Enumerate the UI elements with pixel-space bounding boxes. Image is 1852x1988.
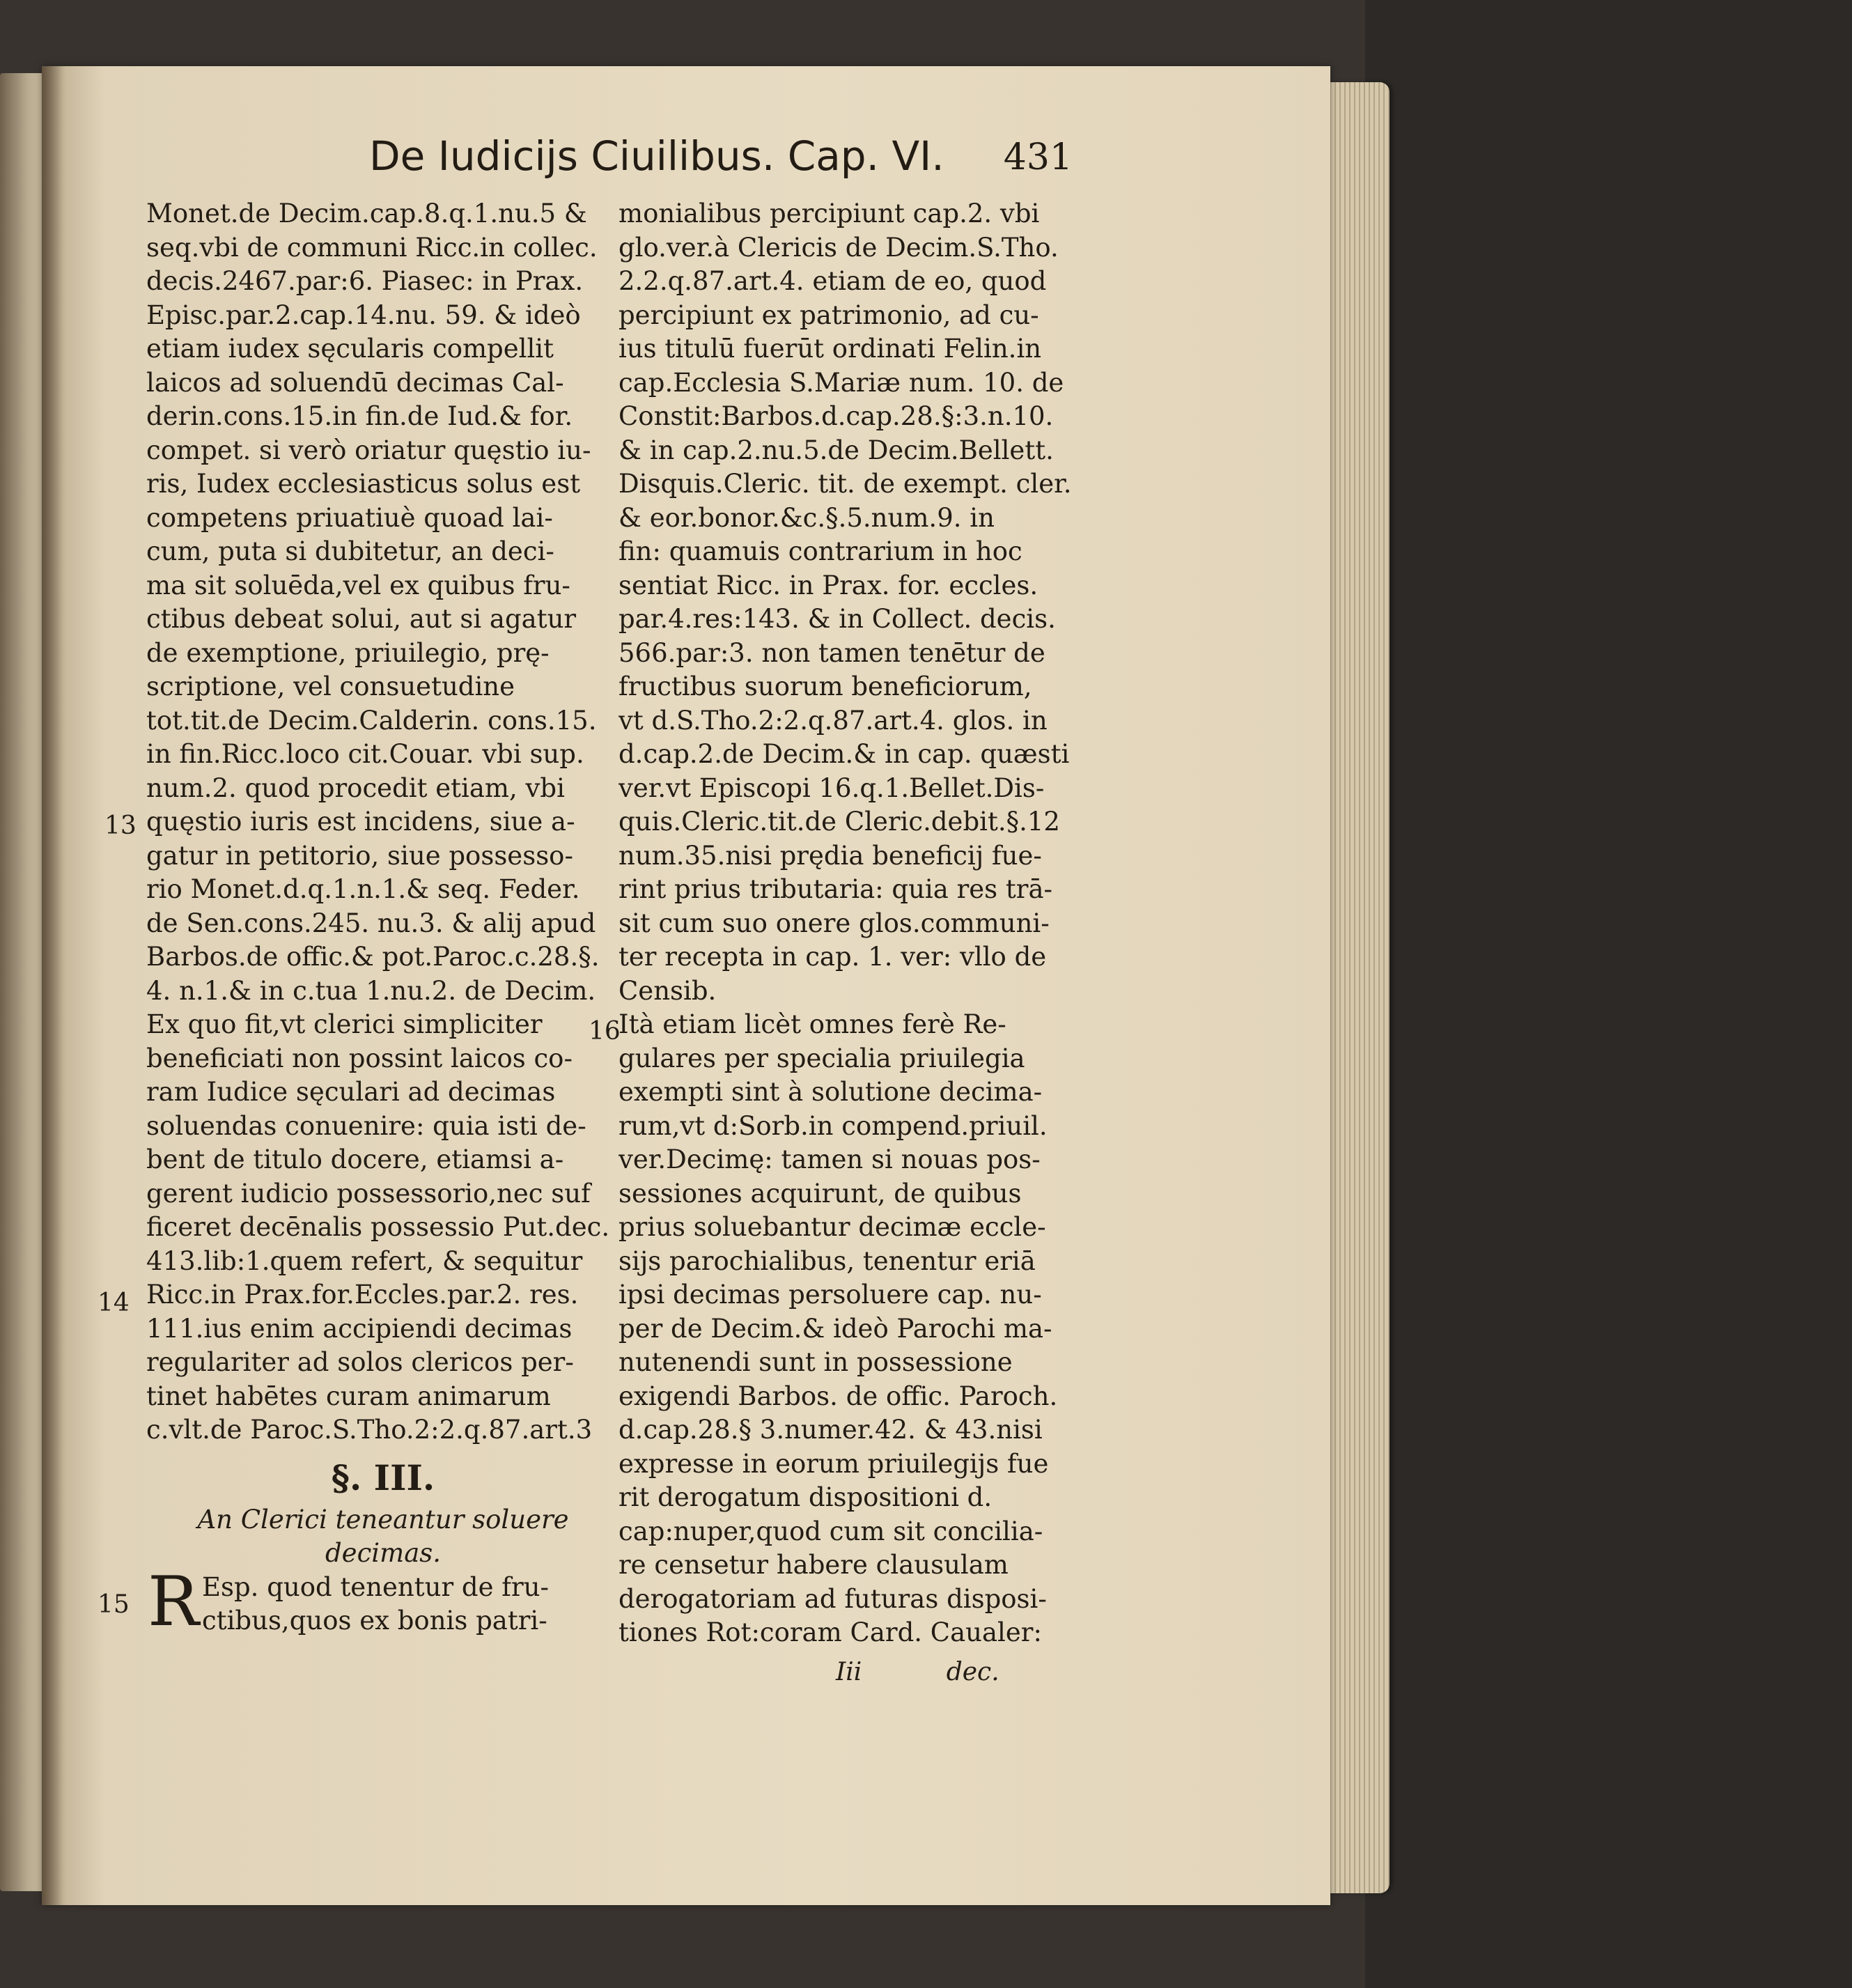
answer-line: Esp. quod tenentur de fru- xyxy=(202,1571,549,1602)
text-line: 4. n.1.& in c.tua 1.nu.2. de Decim. xyxy=(146,975,596,1006)
text-line: 111.ius enim accipiendi decimas xyxy=(146,1313,573,1344)
text-line: scriptione, vel consuetudine xyxy=(146,671,515,701)
signature-mark: Iii xyxy=(836,1658,862,1686)
running-title: De Iudicijs Ciuilibus. Cap. VI. xyxy=(369,132,944,180)
text-line: ma sit soluēda,vel ex quibus fru- xyxy=(146,570,570,600)
text-line: Disquis.Cleric. tit. de exempt. cler. xyxy=(618,469,1072,499)
text-line: Monet.de Decim.cap.8.q.1.nu.5 & xyxy=(146,199,587,228)
question-line: An Clerici teneantur soluere xyxy=(197,1504,569,1535)
text-line: tinet habētes curam animarum xyxy=(146,1381,551,1411)
text-line: 2.2.q.87.art.4. etiam de eo, quod xyxy=(618,266,1047,296)
text-line: compet. si verò oriatur quęstio iu- xyxy=(146,435,591,465)
margin-number: 14 xyxy=(98,1289,130,1317)
section-heading: §. III. xyxy=(331,1457,435,1498)
text-line: gatur in petitorio, siue possesso- xyxy=(146,840,573,871)
text-line: nutenendi sunt in possessione xyxy=(618,1347,1013,1377)
text-line: tiones Rot:coram Card. Caualer: xyxy=(618,1617,1042,1647)
text-line: gulares per specialia priuilegia xyxy=(618,1043,1025,1073)
margin-number: 13 xyxy=(104,811,137,840)
text-line: 413.lib:1.quem refert, & sequitur xyxy=(146,1245,583,1276)
text-line: exempti sint à solutione decima- xyxy=(618,1077,1043,1107)
text-line: gerent iudicio possessorio,nec suf xyxy=(146,1178,591,1209)
answer-paragraph xyxy=(146,1562,620,1642)
page-number: 431 xyxy=(1003,137,1073,178)
text-line: cap:nuper,quod cum sit concilia- xyxy=(618,1516,1043,1546)
margin-number: 15 xyxy=(98,1590,130,1619)
text-line: c.vlt.de Paroc.S.Tho.2:2.q.87.art.3 xyxy=(146,1415,593,1445)
text-line: glo.ver.à Clericis de Decim.S.Tho. xyxy=(618,232,1059,263)
text-line: Censib. xyxy=(618,975,717,1006)
text-line: expresse in eorum priuilegijs fue xyxy=(618,1448,1049,1479)
text-line: derin.cons.15.in fin.de Iud.& for. xyxy=(146,401,573,431)
text-line: derogatoriam ad futuras disposi- xyxy=(618,1583,1047,1614)
text-line: Ità etiam licèt omnes ferè Re- xyxy=(618,1009,1006,1039)
text-line: 566.par:3. non tamen tenētur de xyxy=(618,637,1045,668)
text-line: quis.Cleric.tit.de Cleric.debit.§.12 xyxy=(618,807,1060,837)
running-header xyxy=(362,132,1073,188)
text-line: exigendi Barbos. de offic. Paroch. xyxy=(618,1381,1058,1411)
margin-number: 16 xyxy=(589,1017,621,1046)
text-line: rint prius tributaria: quia res trā- xyxy=(618,874,1053,904)
text-line: ctibus debeat solui, aut si agatur xyxy=(146,604,577,634)
gutter-shadow xyxy=(42,66,63,1905)
text-line: rit derogatum dispositioni d. xyxy=(618,1482,993,1512)
text-line: per de Decim.& ideò Parochi ma- xyxy=(618,1313,1052,1344)
text-line: ipsi decimas persoluere cap. nu- xyxy=(618,1280,1042,1310)
text-line: sessiones acquirunt, de quibus xyxy=(618,1178,1022,1209)
text-line: beneficiati non possint laicos co- xyxy=(146,1043,573,1073)
text-line: ter recepta in cap. 1. ver: vllo de xyxy=(618,942,1047,972)
background-cloth xyxy=(1365,0,1852,1988)
answer-line: ctibus,quos ex bonis patri- xyxy=(202,1606,547,1636)
catchword: dec. xyxy=(946,1658,999,1686)
text-line: etiam iudex sęcularis compellit xyxy=(146,334,554,364)
text-line: par.4.res:143. & in Collect. decis. xyxy=(618,604,1056,634)
right-column-text xyxy=(618,197,1092,1650)
text-line: ris, Iudex ecclesiasticus solus est xyxy=(146,469,581,499)
text-line: ficeret decēnalis possessio Put.dec. xyxy=(146,1212,610,1242)
text-line: prius soluebantur decimæ eccle- xyxy=(618,1212,1046,1242)
text-line: de exemptione, priuilegio, prę- xyxy=(146,637,550,668)
text-line: tot.tit.de Decim.Calderin. cons.15. xyxy=(146,705,597,736)
text-line: rum,vt d:Sorb.in compend.priuil. xyxy=(618,1110,1048,1141)
text-line: rio Monet.d.q.1.n.1.& seq. Feder. xyxy=(146,874,580,904)
text-line: quęstio iuris est incidens, siue a- xyxy=(146,807,575,837)
text-line: & in cap.2.nu.5.de Decim.Bellett. xyxy=(618,435,1054,465)
text-line: vt d.S.Tho.2:2.q.87.art.4. glos. in xyxy=(618,705,1048,736)
text-line: decis.2467.par:6. Piasec: in Prax. xyxy=(146,266,584,296)
text-line: cap.Ecclesia S.Mariæ num. 10. de xyxy=(618,367,1064,398)
text-line: ver.vt Episcopi 16.q.1.Bellet.Dis- xyxy=(618,772,1045,803)
text-line: in fin.Ricc.loco cit.Couar. vbi sup. xyxy=(146,739,584,769)
drop-cap: R xyxy=(148,1562,199,1642)
text-line: ver.Decimę: tamen si nouas pos- xyxy=(618,1144,1041,1174)
question-line: decimas. xyxy=(325,1538,442,1568)
catchwords xyxy=(836,1658,1076,1686)
text-line: cum, puta si dubitetur, an deci- xyxy=(146,536,554,566)
text-line: monialibus percipiunt cap.2. vbi xyxy=(618,199,1040,228)
text-line: laicos ad soluendū decimas Cal- xyxy=(146,367,564,398)
text-line: ius titulū fuerūt ordinati Felin.in xyxy=(618,334,1042,364)
text-line: Ricc.in Prax.for.Eccles.par.2. res. xyxy=(146,1280,579,1310)
text-line: num.2. quod procedit etiam, vbi xyxy=(146,772,565,803)
left-column xyxy=(146,197,620,1642)
text-line: seq.vbi de communi Ricc.in collec. xyxy=(146,232,598,263)
text-line: Ex quo fit,vt clerici simpliciter xyxy=(146,1009,543,1039)
text-line: num.35.nisi prędia beneficij fue- xyxy=(618,840,1042,871)
text-line: competens priuatiuè quoad lai- xyxy=(146,502,553,533)
text-line: d.cap.28.§ 3.numer.42. & 43.nisi xyxy=(618,1415,1043,1445)
text-line: bent de titulo docere, etiamsi a- xyxy=(146,1144,564,1174)
text-line: Constit:Barbos.d.cap.28.§:3.n.10. xyxy=(618,401,1054,431)
right-column xyxy=(618,197,1092,1650)
text-line: sit cum suo onere glos.communi- xyxy=(618,908,1050,938)
text-line: sijs parochialibus, tenentur eriā xyxy=(618,1245,1036,1276)
text-line: Barbos.de offic.& pot.Paroc.c.28.§. xyxy=(146,942,600,972)
text-line: fructibus suorum beneficiorum, xyxy=(618,671,1032,701)
text-line: re censetur habere clausulam xyxy=(618,1550,1009,1580)
text-line: de Sen.cons.245. nu.3. & alij apud xyxy=(146,908,596,938)
text-line: fin: quamuis contrarium in hoc xyxy=(618,536,1022,566)
text-line: regulariter ad solos clericos per- xyxy=(146,1347,574,1377)
text-line: sentiat Ricc. in Prax. for. eccles. xyxy=(618,570,1038,600)
text-line: d.cap.2.de Decim.& in cap. quæsti xyxy=(618,739,1070,769)
text-line: Episc.par.2.cap.14.nu. 59. & ideò xyxy=(146,300,581,330)
left-column-text xyxy=(146,197,620,1447)
text-line: percipiunt ex patrimonio, ad cu- xyxy=(618,300,1039,330)
text-line: & eor.bonor.&c.§.5.num.9. in xyxy=(618,502,995,533)
text-line: ram Iudice sęculari ad decimas xyxy=(146,1077,556,1107)
text-line: soluendas conuenire: quia isti de- xyxy=(146,1110,586,1141)
